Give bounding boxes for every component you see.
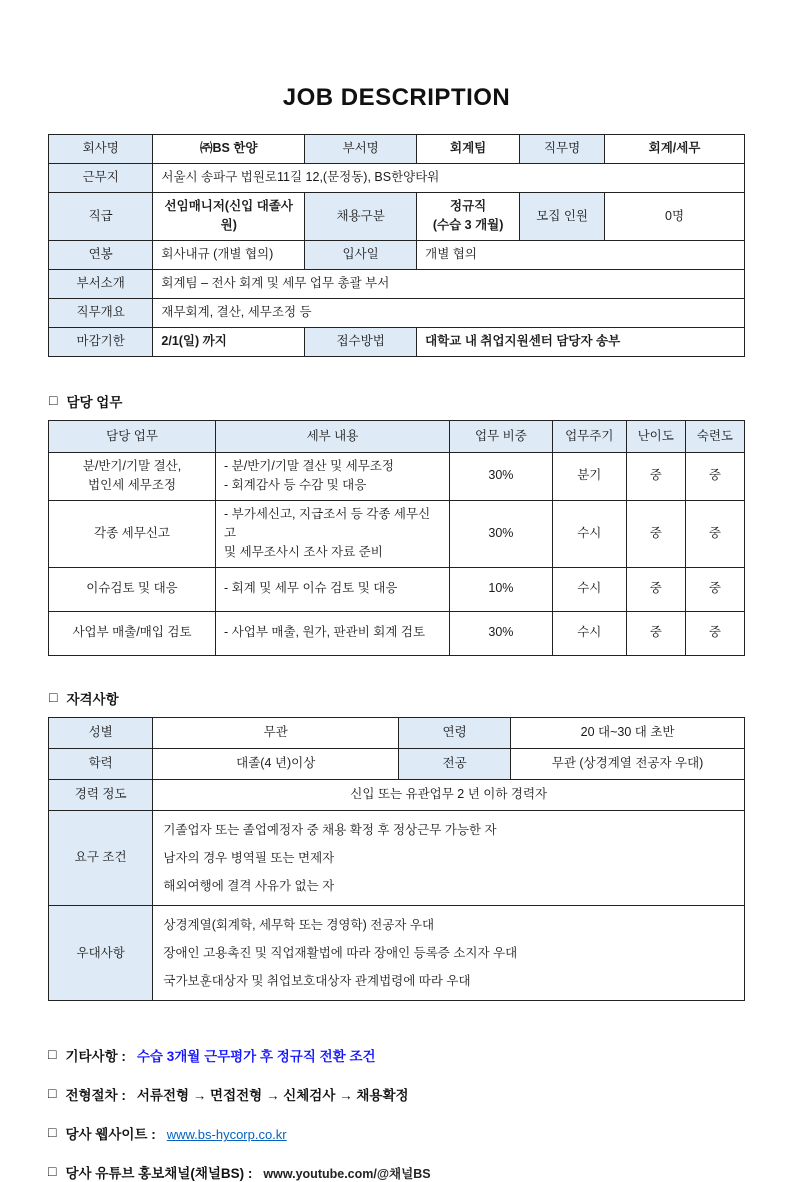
job-summary-value: 재무회계, 결산, 세무조정 등 <box>153 298 745 327</box>
task-detail-line: - 분/반기/기말 결산 및 세무조정 <box>224 458 394 473</box>
task-name <box>49 567 216 611</box>
task-detail <box>216 500 450 567</box>
task-detail-line: 및 세무조사시 조사 자료 준비 <box>224 545 383 560</box>
table-row <box>49 193 745 241</box>
company-value: ㈜BS 한양 <box>153 135 305 164</box>
task-mastery: 중 <box>685 452 744 500</box>
note-youtube <box>48 1162 745 1182</box>
task-weight: 30% <box>449 500 552 567</box>
task-weight: 30% <box>449 452 552 500</box>
task-detail-line: - 회계감사 등 수감 및 대응 <box>224 478 367 493</box>
age-label: 연령 <box>399 717 511 748</box>
col-mastery: 숙련도 <box>685 420 744 452</box>
note-value: 수습 3개월 근무평가 후 정규직 전환 조건 <box>136 1049 376 1065</box>
preference-line: 상경계열(회계학, 세무학 또는 경영학) 전공자 우대 <box>163 918 435 932</box>
task-detail-line: - 부가세신고, 지급조서 등 각종 세무신고 <box>224 506 431 540</box>
table-row <box>49 327 745 356</box>
table-row <box>49 779 745 810</box>
checkbox-icon: □ <box>48 1085 57 1102</box>
major-value: 무관 (상경계열 전공자 우대) <box>511 748 745 779</box>
task-name <box>49 452 216 500</box>
col-cycle: 업무주기 <box>552 420 626 452</box>
preferences-label: 우대사항 <box>49 906 153 1001</box>
table-row <box>49 611 745 655</box>
table-row <box>49 164 745 193</box>
requirement-line: 남자의 경우 병역필 또는 면제자 <box>163 850 335 865</box>
company-label: 회사명 <box>49 135 153 164</box>
tasks-section-label: 담당 업무 <box>66 394 123 410</box>
task-name-line: 분/반기/기말 결산, <box>82 458 182 473</box>
note-label: 전형절차 : <box>65 1088 126 1104</box>
tasks-table <box>48 420 745 656</box>
checkbox-icon: □ <box>49 688 58 705</box>
table-row <box>49 269 745 298</box>
checkbox-icon: □ <box>49 391 58 408</box>
task-cycle: 수시 <box>552 500 626 567</box>
task-detail <box>216 452 450 500</box>
job-title-value: 회계/세무 <box>605 135 745 164</box>
dept-intro-value: 회계팀 – 전사 회계 및 세무 업무 총괄 부서 <box>153 269 745 298</box>
website-link[interactable]: www.bs-hycorp.co.kr <box>166 1127 287 1143</box>
career-value: 신입 또는 유관업무 2 년 이하 경력자 <box>153 779 745 810</box>
note-label: 기타사항 : <box>65 1049 126 1065</box>
salary-label: 연봉 <box>49 240 153 269</box>
task-name-line: 사업부 매출/매입 검토 <box>72 625 192 640</box>
task-difficulty: 중 <box>626 452 685 500</box>
requirements-label: 요구 조건 <box>49 810 153 905</box>
note-label: 당사 유튜브 홍보채널(채널BS) : <box>65 1166 253 1182</box>
grade-label: 직급 <box>49 193 153 241</box>
task-cycle: 수시 <box>552 567 626 611</box>
table-row <box>49 567 745 611</box>
table-row <box>49 135 745 164</box>
location-label: 근무지 <box>49 164 153 193</box>
table-row <box>49 298 745 327</box>
deadline-label: 마감기한 <box>49 327 153 356</box>
task-cycle: 수시 <box>552 611 626 655</box>
headcount-value: 0명 <box>605 193 745 241</box>
task-detail-line: - 사업부 매출, 원가, 판관비 회계 검토 <box>224 625 426 640</box>
major-label: 전공 <box>399 748 511 779</box>
dept-value: 회계팀 <box>417 135 520 164</box>
table-row <box>49 240 745 269</box>
dept-label: 부서명 <box>305 135 417 164</box>
note-other-conditions <box>48 1045 745 1065</box>
grade-value: 선임매니저(신입 대졸사원) <box>153 193 305 241</box>
hire-type-value <box>417 193 520 241</box>
table-row <box>49 717 745 748</box>
table-row <box>49 500 745 567</box>
task-detail <box>216 611 450 655</box>
age-value: 20 대~30 대 초반 <box>511 717 745 748</box>
headcount-label: 모집 인원 <box>520 193 605 241</box>
task-mastery: 중 <box>685 567 744 611</box>
hire-type-line1: 정규직 <box>450 199 487 213</box>
note-hiring-process <box>48 1084 745 1104</box>
task-weight: 10% <box>449 567 552 611</box>
checkbox-icon: □ <box>48 1046 57 1063</box>
task-mastery: 중 <box>685 611 744 655</box>
gender-label: 성별 <box>49 717 153 748</box>
task-detail <box>216 567 450 611</box>
requirement-line: 해외여행에 결격 사유가 없는 자 <box>163 878 335 893</box>
task-detail-line: - 회계 및 세무 이슈 검토 및 대응 <box>224 581 398 596</box>
salary-value: 회사내규 (개별 협의) <box>153 240 305 269</box>
quals-section-title <box>49 688 745 708</box>
gender-value: 무관 <box>153 717 399 748</box>
requirements-value <box>153 810 745 905</box>
note-label: 당사 웹사이트 : <box>65 1127 156 1143</box>
preference-line: 국가보훈대상자 및 취업보호대상자 관계법령에 따라 우대 <box>163 974 471 989</box>
table-header-row <box>49 420 745 452</box>
qualifications-table <box>48 717 745 1002</box>
task-weight: 30% <box>449 611 552 655</box>
task-cycle: 분기 <box>552 452 626 500</box>
col-weight: 업무 비중 <box>449 420 552 452</box>
footer-notes <box>48 1045 745 1182</box>
col-task: 담당 업무 <box>49 420 216 452</box>
table-row <box>49 748 745 779</box>
task-name-line: 법인세 세무조정 <box>88 478 177 493</box>
table-row <box>49 906 745 1001</box>
start-date-label: 입사일 <box>305 240 417 269</box>
task-difficulty: 중 <box>626 611 685 655</box>
youtube-url: www.youtube.com/@채널BS <box>263 1167 431 1182</box>
hire-type-line2: (수습 3 개월) <box>432 218 504 233</box>
task-mastery: 중 <box>685 500 744 567</box>
education-value: 대졸(4 년)이상 <box>153 748 399 779</box>
education-label: 학력 <box>49 748 153 779</box>
table-row <box>49 810 745 905</box>
note-website <box>48 1123 745 1143</box>
job-summary-label: 직무개요 <box>49 298 153 327</box>
location-value: 서울시 송파구 법원로11길 12,(문정동), BS한양타워 <box>153 164 745 193</box>
job-title-label: 직무명 <box>520 135 605 164</box>
note-value: 서류전형 → 면접전형 → 신체검사 → 채용확정 <box>136 1088 409 1104</box>
start-date-value: 개별 협의 <box>417 240 745 269</box>
hire-type-label: 채용구분 <box>305 193 417 241</box>
col-difficulty: 난이도 <box>626 420 685 452</box>
task-name <box>49 611 216 655</box>
preference-line: 장애인 고용촉진 및 직업재활법에 따라 장애인 등록증 소지자 우대 <box>163 946 518 961</box>
deadline-value: 2/1(일) 까지 <box>153 327 305 356</box>
checkbox-icon: □ <box>48 1124 57 1141</box>
task-name <box>49 500 216 567</box>
apply-method-value: 대학교 내 취업지원센터 담당자 송부 <box>417 327 745 356</box>
job-info-table <box>48 134 745 357</box>
task-difficulty: 중 <box>626 500 685 567</box>
col-detail: 세부 내용 <box>216 420 450 452</box>
tasks-section-title <box>49 391 745 411</box>
task-difficulty: 중 <box>626 567 685 611</box>
career-label: 경력 정도 <box>49 779 153 810</box>
quals-section-label: 자격사항 <box>66 691 119 707</box>
task-name-line: 각종 세무신고 <box>94 525 170 540</box>
requirement-line: 기졸업자 또는 졸업예정자 중 채용 확정 후 정상근무 가능한 자 <box>163 822 497 837</box>
dept-intro-label: 부서소개 <box>49 269 153 298</box>
table-row <box>49 452 745 500</box>
task-name-line: 이슈검토 및 대응 <box>86 581 178 596</box>
checkbox-icon: □ <box>48 1163 57 1180</box>
preferences-value <box>153 906 745 1001</box>
apply-method-label: 접수방법 <box>305 327 417 356</box>
page-title: JOB DESCRIPTION <box>282 84 511 111</box>
